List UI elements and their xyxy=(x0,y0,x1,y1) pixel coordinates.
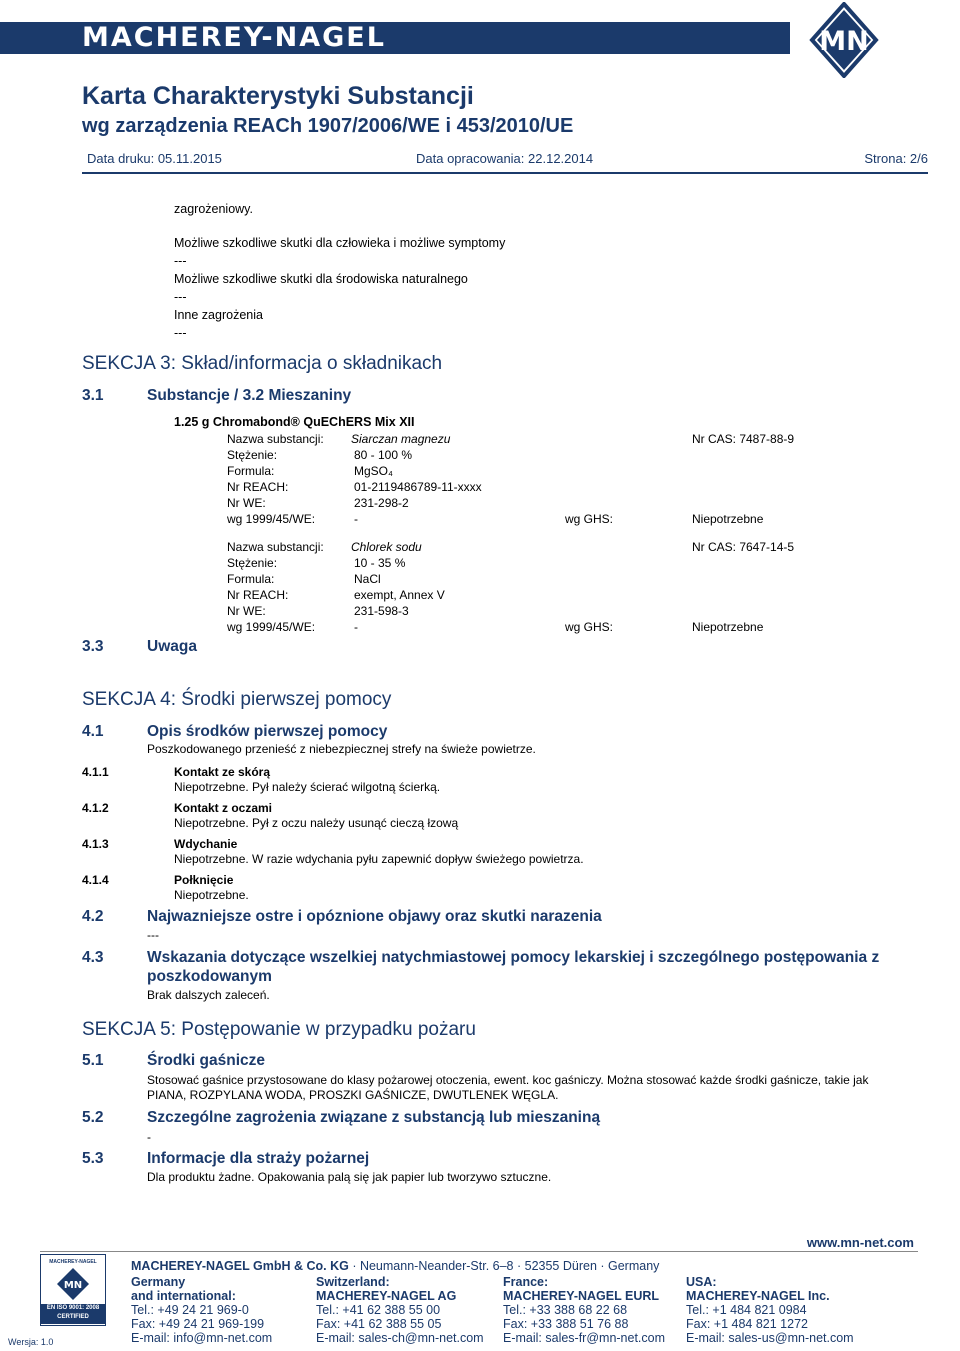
s52-title: Szczególne zagrożenia związane z substancją lub mieszaniną xyxy=(147,1109,601,1126)
company-address: · Neumann-Neander-Str. 6–8 · 52355 Düren · Germany xyxy=(348,1259,660,1273)
column-fax: Fax: +41 62 388 55 05 xyxy=(316,1317,442,1331)
product-name: 1.25 g Chromabond® QuEChERS Mix XII xyxy=(174,415,415,429)
env-effects-value: --- xyxy=(174,290,187,304)
continued-text: zagrożeniowy. xyxy=(174,202,253,216)
s411-number: 4.1.1 xyxy=(82,765,109,779)
section-3-title: SEKCJA 3: Skład/informacja o składnikach xyxy=(82,353,443,374)
s412-title: Kontakt z oczami xyxy=(174,801,273,815)
ghs-value: Niepotrzebne xyxy=(692,620,764,634)
column-head: Germany xyxy=(131,1275,186,1289)
s51-number: 5.1 xyxy=(82,1052,104,1069)
column-tel: Tel.: +33 388 68 22 68 xyxy=(503,1303,628,1317)
s53-text: Dla produktu żadne. Opakowania palą się jak papier lub tworzywo sztuczne. xyxy=(147,1170,552,1184)
human-effects-label: Możliwe szkodliwe skutki dla człowieka i możliwe symptomy xyxy=(174,236,506,250)
s53-title: Informacje dla straży pożarnej xyxy=(147,1150,370,1167)
s33-number: 3.3 xyxy=(82,638,104,655)
mn-logo-icon xyxy=(778,2,910,78)
section-5-title: SEKCJA 5: Postępowanie w przypadku pożaru xyxy=(82,1019,476,1040)
substance-name: Chlorek sodu xyxy=(351,540,422,554)
svg-text:MN: MN xyxy=(63,1280,83,1291)
formula: MgSO₄ xyxy=(354,464,393,478)
s51-text-line2: PIANA, ROZPYLANA WODA, PROSZKI GAŚNICZE, DWUTLENEK WĘGLA. xyxy=(147,1088,559,1102)
cas-number: Nr CAS: 7647-14-5 xyxy=(692,540,795,554)
company-line xyxy=(131,1259,659,1273)
s31-title: Substancje / 3.2 Mieszaniny xyxy=(147,387,352,404)
human-effects-value: --- xyxy=(174,254,187,268)
concentration: 10 - 35 % xyxy=(354,556,406,570)
we-number: 231-598-3 xyxy=(354,604,409,618)
column-subhead: MACHEREY-NAGEL AG xyxy=(316,1289,457,1303)
reach-number: exempt, Annex V xyxy=(354,588,445,602)
column-fax: Fax: +33 388 51 76 88 xyxy=(503,1317,629,1331)
brand-name: MACHEREY-NAGEL xyxy=(82,22,386,53)
mn-diamond-icon xyxy=(56,1267,90,1301)
column-email[interactable]: E-mail: sales-us@mn-net.com xyxy=(686,1331,854,1345)
column-tel: Tel.: +1 484 821 0984 xyxy=(686,1303,807,1317)
directive-label: wg 1999/45/WE: xyxy=(227,620,316,634)
s41-text: Poszkodowanego przenieść z niebezpiecznej strefy na świeże powietrze. xyxy=(147,742,536,756)
concentration: 80 - 100 % xyxy=(354,448,413,462)
s43-text: Brak dalszych zaleceń. xyxy=(147,988,270,1002)
cas-number: Nr CAS: 7487-88-9 xyxy=(692,432,795,446)
s412-number: 4.1.2 xyxy=(82,801,109,815)
s33-title: Uwaga xyxy=(147,638,197,655)
reach-label: Nr REACH: xyxy=(227,588,289,602)
column-tel: Tel.: +49 24 21 969-0 xyxy=(131,1303,249,1317)
directive-value: - xyxy=(354,512,358,526)
s31-number: 3.1 xyxy=(82,387,104,404)
cert-line2: CERTIFIED xyxy=(57,1314,89,1320)
footer-divider xyxy=(40,1251,918,1252)
company-name: MACHEREY-NAGEL GmbH & Co. KG xyxy=(131,1259,349,1273)
section-4-title: SEKCJA 4: Środki pierwszej pomocy xyxy=(82,689,392,710)
formula-label: Formula: xyxy=(227,464,275,478)
document-subtitle: wg zarządzenia REACh 1907/2006/WE i 453/2010/UE xyxy=(82,115,574,137)
directive-label: wg 1999/45/WE: xyxy=(227,512,316,526)
we-label: Nr WE: xyxy=(227,604,266,618)
s413-title: Wdychanie xyxy=(174,837,238,851)
s41-title: Opis środków pierwszej pomocy xyxy=(147,723,388,740)
other-hazards-label: Inne zagrożenia xyxy=(174,308,263,322)
reach-number: 01-2119486789-11-xxxx xyxy=(354,480,482,494)
s42-text: --- xyxy=(147,928,159,942)
conc-label: Stężenie: xyxy=(227,448,278,462)
iso-certificate-logo xyxy=(40,1254,106,1326)
s52-text: - xyxy=(147,1130,151,1144)
column-subhead: MACHEREY-NAGEL Inc. xyxy=(686,1289,830,1303)
substance-name: Siarczan magnezu xyxy=(351,432,451,446)
s413-text: Niepotrzebne. W razie wdychania pyłu zapewnić dopływ świeżego powietrza. xyxy=(174,852,584,866)
directive-value: - xyxy=(354,620,358,634)
column-tel: Tel.: +41 62 388 55 00 xyxy=(316,1303,441,1317)
s41-number: 4.1 xyxy=(82,723,104,740)
website: www.mn-net.com xyxy=(806,1235,914,1250)
header-meta xyxy=(82,150,928,174)
column-email[interactable]: E-mail: sales-ch@mn-net.com xyxy=(316,1331,484,1345)
column-email[interactable]: E-mail: info@mn-net.com xyxy=(131,1331,273,1345)
ghs-label: wg GHS: xyxy=(565,620,614,634)
s52-number: 5.2 xyxy=(82,1109,104,1126)
cert-brand: MACHEREY-NAGEL xyxy=(49,1259,97,1265)
we-label: Nr WE: xyxy=(227,496,266,510)
s413-number: 4.1.3 xyxy=(82,837,109,851)
s53-number: 5.3 xyxy=(82,1150,104,1167)
s51-text-line1: Stosować gaśnice przystosowane do klasy pożarowej otoczenia, ewent. koc gaśniczy. Można stosować każde środki gaśnicze, takie jak xyxy=(147,1073,869,1087)
we-number: 231-298-2 xyxy=(354,496,409,510)
formula: NaCl xyxy=(354,572,381,586)
column-subhead: MACHEREY-NAGEL EURL xyxy=(503,1289,660,1303)
name-label: Nazwa substancji: xyxy=(227,432,324,446)
s414-text: Niepotrzebne. xyxy=(174,888,249,902)
s411-title: Kontakt ze skórą xyxy=(174,765,271,779)
page-number: Strona: 2/6 xyxy=(864,151,928,166)
version: Wersja: 1.0 xyxy=(8,1337,54,1347)
env-effects-label: Możliwe szkodliwe skutki dla środowiska naturalnego xyxy=(174,272,468,286)
formula-label: Formula: xyxy=(227,572,275,586)
s414-title: Połknięcie xyxy=(174,873,234,887)
cert-line1: EN ISO 9001: 2008 xyxy=(46,1305,100,1311)
document-title: Karta Charakterystyki Substancji xyxy=(82,82,474,110)
column-fax: Fax: +49 24 21 969-199 xyxy=(131,1317,265,1331)
s43-number: 4.3 xyxy=(82,949,104,966)
ghs-value: Niepotrzebne xyxy=(692,512,764,526)
s412-text: Niepotrzebne. Pył z oczu należy usunąć cieczą łzową xyxy=(174,816,459,830)
reach-label: Nr REACH: xyxy=(227,480,289,494)
name-label: Nazwa substancji: xyxy=(227,540,324,554)
s51-title: Środki gaśnicze xyxy=(147,1052,266,1069)
s43-title-line1: Wskazania dotyczące wszelkiej natychmiastowej pomocy lekarskiej i szczególnego postępowania z xyxy=(147,949,880,966)
column-head: USA: xyxy=(686,1275,717,1289)
logo-text: MN xyxy=(819,26,869,57)
column-email[interactable]: E-mail: sales-fr@mn-net.com xyxy=(503,1331,666,1345)
s42-number: 4.2 xyxy=(82,908,104,925)
s414-number: 4.1.4 xyxy=(82,873,109,887)
print-date: Data druku: 05.11.2015 xyxy=(87,151,222,166)
column-subhead: and international: xyxy=(131,1289,236,1303)
s43-title-line2: poszkodowanym xyxy=(147,968,272,985)
ghs-label: wg GHS: xyxy=(565,512,614,526)
edit-date: Data opracowania: 22.12.2014 xyxy=(416,151,594,166)
s42-title: Najwazniejsze ostre i opóznione objawy oraz skutki narazenia xyxy=(147,908,602,925)
conc-label: Stężenie: xyxy=(227,556,278,570)
other-hazards-value: --- xyxy=(174,326,187,340)
s411-text: Niepotrzebne. Pył należy ścierać wilgotną ścierką. xyxy=(174,780,441,794)
column-fax: Fax: +1 484 821 1272 xyxy=(686,1317,808,1331)
column-head: Switzerland: xyxy=(316,1275,390,1289)
column-head: France: xyxy=(503,1275,549,1289)
